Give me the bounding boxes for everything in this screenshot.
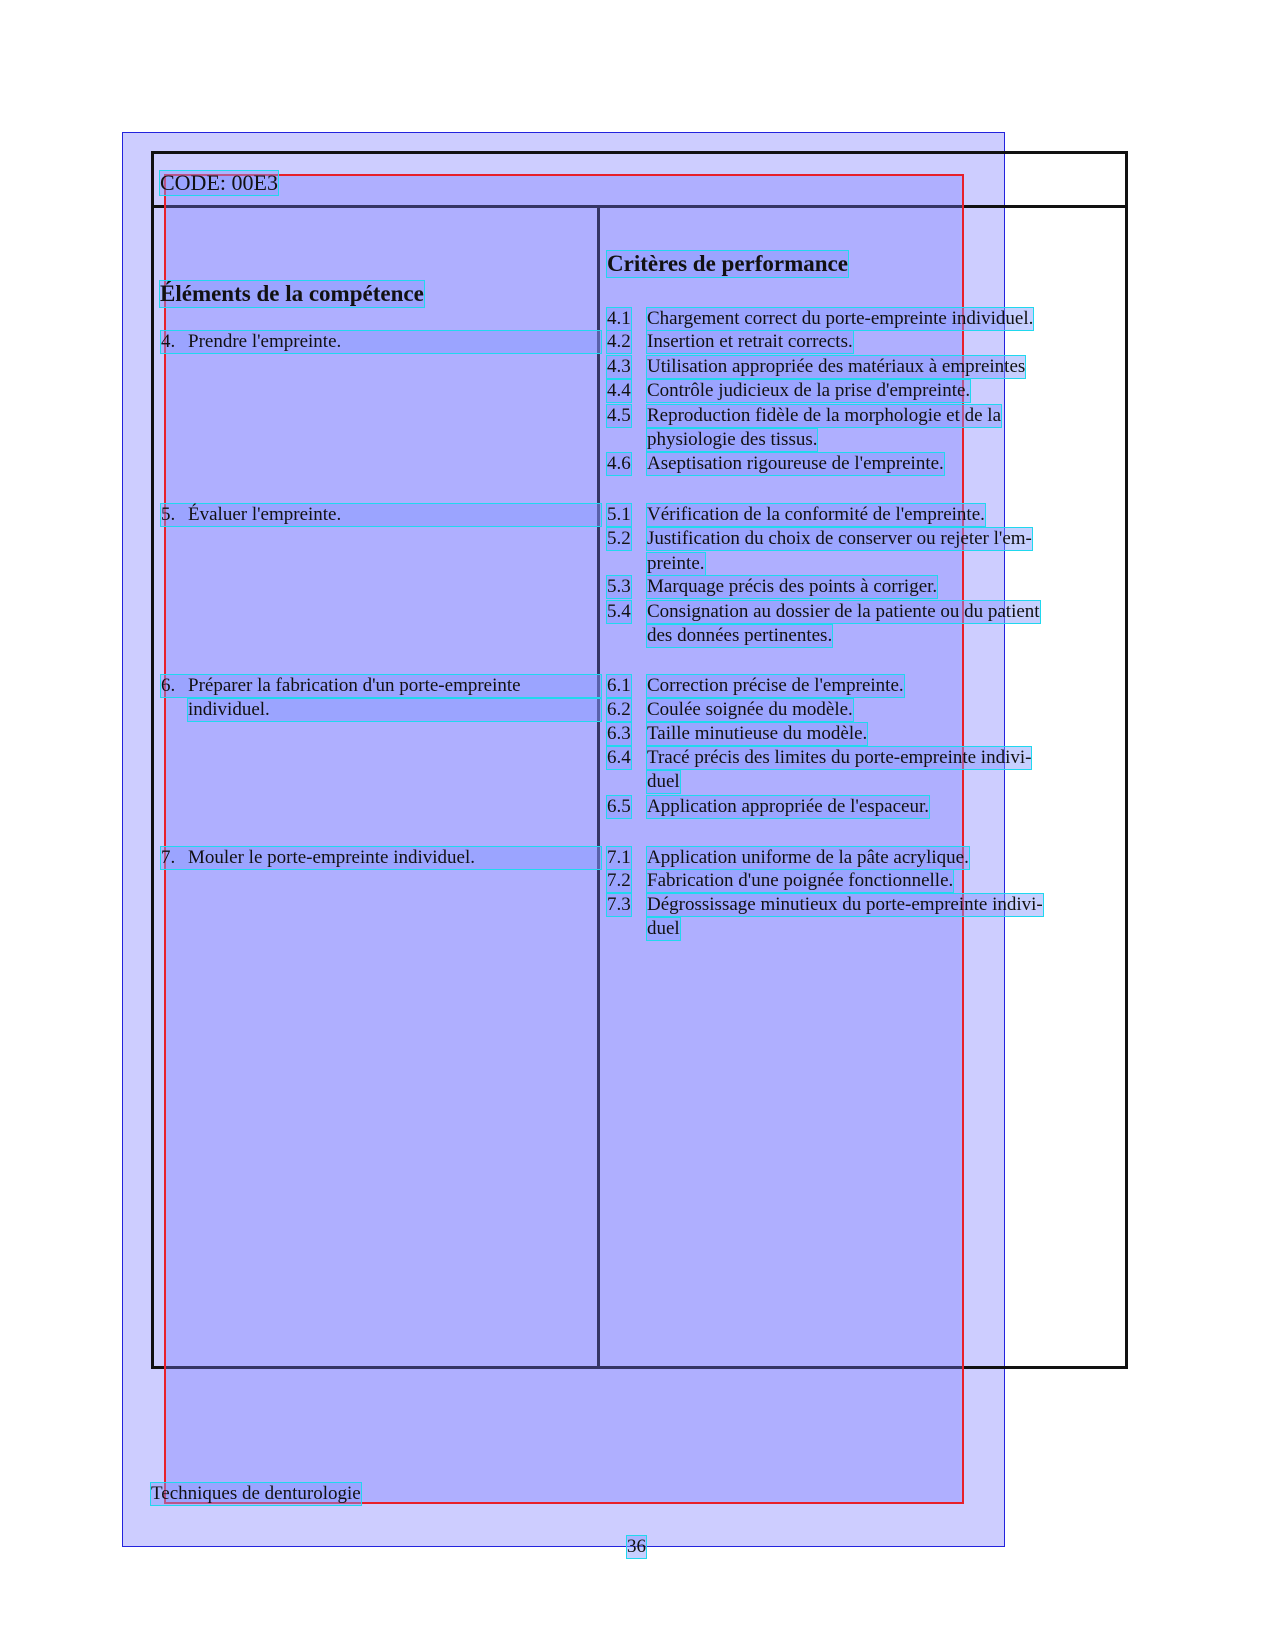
criterion-text: Aseptisation rigoureuse de l'empreinte. [647, 453, 944, 474]
criterion-number: 6.3 [607, 723, 631, 744]
criterion-text: Marquage précis des points à corriger. [647, 576, 938, 597]
criterion-text-continued: duel [647, 918, 680, 939]
footer-program-name: Techniques de denturologie [151, 1483, 361, 1504]
element-4-number: 4. [161, 331, 601, 353]
criterion-number: 6.4 [607, 747, 631, 768]
criterion-number: 5.3 [607, 576, 631, 597]
criterion-number: 4.5 [607, 405, 631, 426]
element-6-number: 6. [161, 675, 601, 697]
criterion-text: Reproduction fidèle de la morphologie et de la [647, 405, 1002, 426]
code-label: CODE: 00E3 [160, 170, 278, 195]
element-5-text: Évaluer l'empreinte. [188, 504, 342, 525]
element-6-text-continued: individuel. [188, 699, 601, 721]
criterion-text: Vérification de la conformité de l'empreinte. [647, 504, 985, 525]
criterion-number: 4.4 [607, 380, 631, 401]
element-7-number: 7. [161, 847, 601, 869]
criterion-text: Contrôle judicieux de la prise d'empreinte. [647, 380, 971, 401]
criterion-text-continued: duel [647, 771, 680, 792]
element-7-text: Mouler le porte-empreinte individuel. [188, 847, 476, 868]
element-5-number: 5. [161, 504, 601, 526]
page-number: 36 [627, 1536, 646, 1557]
criterion-number: 4.1 [607, 308, 631, 329]
criterion-text: Utilisation appropriée des matériaux à empreintes [647, 356, 1026, 377]
criterion-text: Tracé précis des limites du porte-empreinte indivi- [647, 747, 1032, 768]
criterion-number: 5.4 [607, 601, 631, 622]
criterion-number: 7.2 [607, 870, 631, 891]
criterion-text-continued: des données pertinentes. [647, 625, 833, 646]
criterion-text: Chargement correct du porte-empreinte individuel. [647, 308, 1034, 329]
criterion-number: 6.1 [607, 675, 631, 696]
criterion-number: 7.1 [607, 847, 631, 868]
criterion-text: Dégrossissage minutieux du porte-empreinte indivi- [647, 894, 1043, 915]
criterion-text: Correction précise de l'empreinte. [647, 675, 904, 696]
criterion-number: 4.3 [607, 356, 631, 377]
criterion-number: 5.2 [607, 528, 631, 549]
criterion-text: Coulée soignée du modèle. [647, 699, 853, 720]
criterion-text: Fabrication d'une poignée fonctionnelle. [647, 870, 954, 891]
criterion-number: 4.6 [607, 453, 631, 474]
criterion-text: Justification du choix de conserver ou rejeter l'em- [647, 528, 1032, 549]
element-4-text: Prendre l'empreinte. [188, 331, 342, 352]
criterion-number: 7.3 [607, 894, 631, 915]
criterion-text-continued: preinte. [647, 553, 705, 574]
elements-heading: Éléments de la compétence [160, 281, 424, 306]
criteria-heading: Critères de performance [607, 251, 848, 276]
element-6-text: Préparer la fabrication d'un porte-empreinte [188, 675, 521, 696]
criterion-number: 6.2 [607, 699, 631, 720]
criterion-text: Application appropriée de l'espaceur. [647, 796, 929, 817]
criterion-text-continued: physiologie des tissus. [647, 429, 818, 450]
criterion-text: Insertion et retrait corrects. [647, 331, 853, 352]
criterion-text: Taille minutieuse du modèle. [647, 723, 868, 744]
criterion-number: 6.5 [607, 796, 631, 817]
criterion-text: Consignation au dossier de la patiente ou du patient [647, 601, 1040, 622]
criterion-text: Application uniforme de la pâte acrylique. [647, 847, 969, 868]
criterion-number: 4.2 [607, 331, 631, 352]
criterion-number: 5.1 [607, 504, 631, 525]
